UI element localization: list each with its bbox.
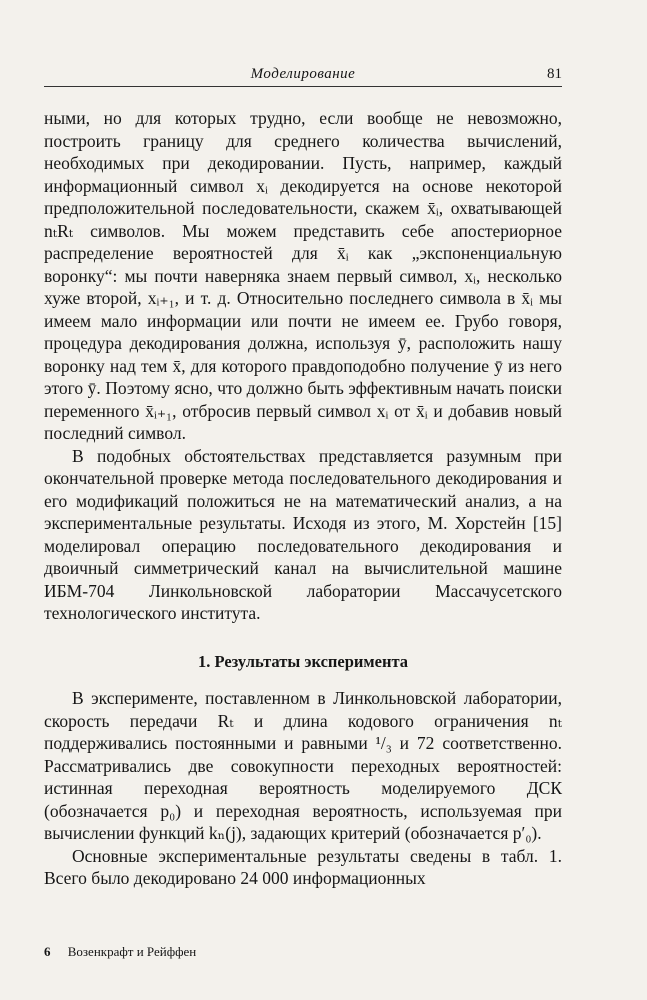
book-page [44, 64, 562, 890]
page-footer [44, 944, 196, 960]
section-heading: 1. Результаты эксперимента [197, 651, 409, 671]
paragraph: ными, но для которых трудно, если вообще не невозможно, построить границу для среднего количества вычислений, необходимых при декодировании. Пусть, например, каждый информационный символ xᵢ декодируется на основе некоторой предположительной последовательности, скажем x̄ᵢ, охватывающей nₜRₜ символов. Мы можем представить себе апостериорное распределение вероятностей для x̄ᵢ как „экспоненциальную воронку“: мы почти наверняка знаем первый символ, xᵢ, несколько хуже второй, xᵢ₊₁, и т. д. Относительно последнего символа в x̄ᵢ мы имеем мало информации или почти не имеем ее. Грубо говоря, процедура декодирования должна, используя ȳ, расположить нашу воронку над тем x̄, для которого правдоподобно получение ȳ из него этого ȳ. Поэтому ясно, что должно быть эффективным начать поиски переменного x̄ᵢ₊₁, отбросив первый символ xᵢ от x̄ᵢ и добавив новый последний символ. [44, 108, 562, 443]
main-text [44, 107, 562, 890]
footer-authors: Возенкрафт и Рейффен [67, 944, 197, 959]
paragraph: В подобных обстоятельствах представляется разумным при окончательной проверке метода последовательного декодирования и его модификаций положиться не на математический анализ, а на экспериментальные результаты. Исходя из этого, М. Хорстейн [15] моделировал операцию последовательного декодирования и двоичный симметрический канал на вычислительной машине ИБМ-704 Линкольновской лаборатории Массачусетского технологического института. [44, 445, 562, 623]
running-title: Моделирование [250, 66, 356, 82]
running-header [44, 64, 562, 87]
page-number: 81 [547, 66, 562, 82]
signature-mark: 6 [44, 944, 51, 959]
paragraph: В эксперименте, поставленном в Линкольновской лаборатории, скорость передачи Rₜ и длина кодового ограничения nₜ поддерживались постоянными и равными ¹/₃ и 72 соответственно. Рассматривались две совокупности переходных вероятностей: истинная переходная вероятность моделируемого ДСК (обозначается p₀) и переходная вероятность, используемая при вычислении функций kₙ(j), задающих критерий (обозначается p′₀). [44, 688, 562, 843]
paragraph: Основные экспериментальные результаты сведены в табл. 1. Всего было декодировано 24 000 информационных [44, 845, 562, 888]
